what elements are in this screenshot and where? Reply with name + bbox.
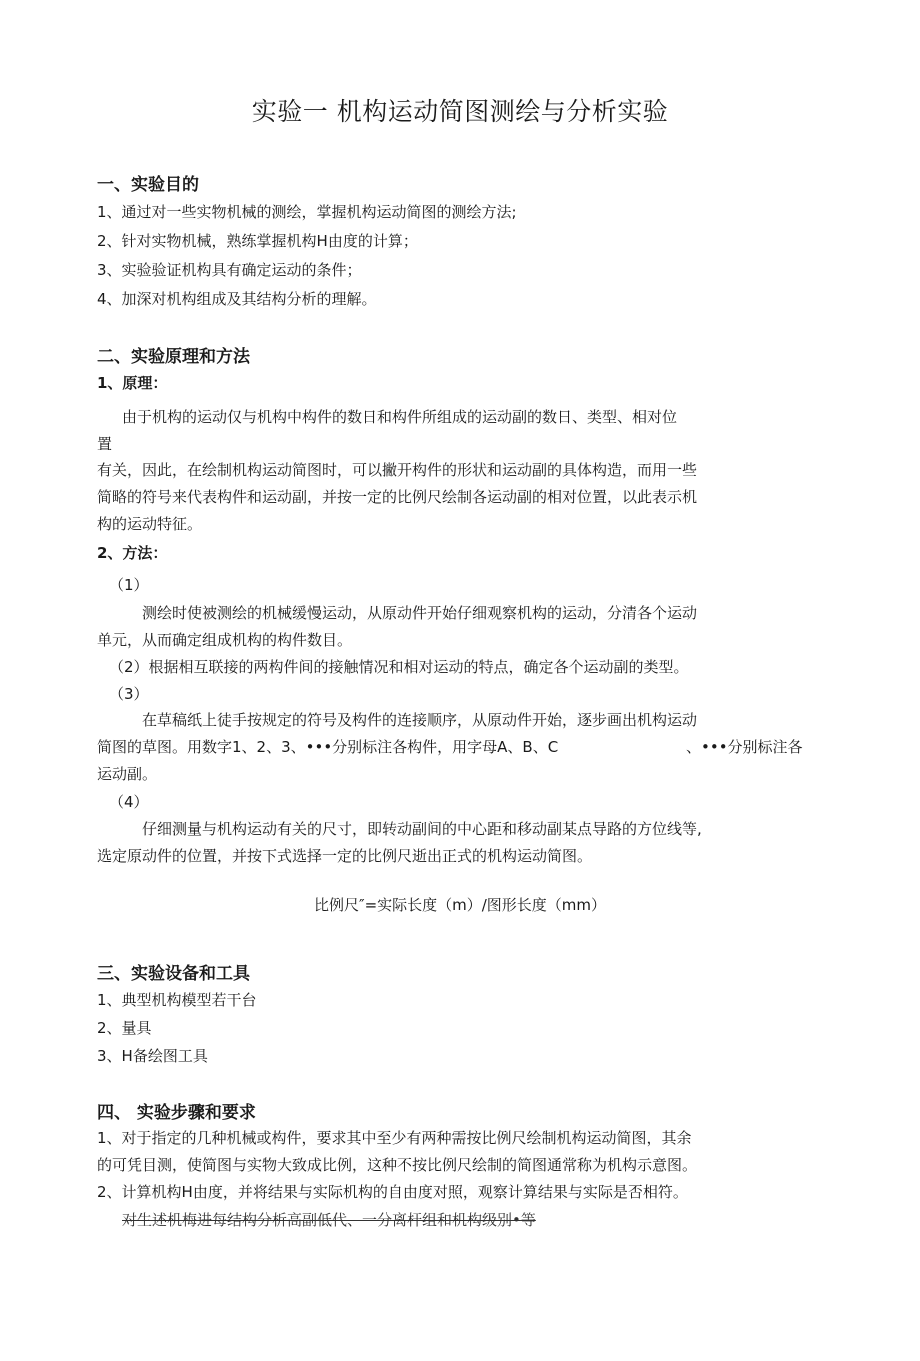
step-3-marker: （3） (109, 685, 149, 703)
section-heading-steps: 四、 实验步骤和要求 (97, 1103, 256, 1123)
steps-item-1-line-2: 的可凭目测，使简图与实物大致成比例，这种不按比例尺绘制的简图通常称为机构示意图。 (97, 1156, 698, 1174)
steps-item-1-line-1: 1、对于指定的几种机械或构件，要求其中至少有两种需按比例尺绘制机构运动简图，其余 (97, 1129, 692, 1147)
section-heading-principle: 二、实验原理和方法 (97, 347, 250, 367)
equipment-item-2: 2、量具 (97, 1019, 152, 1037)
step-2-line: （2）根据相互联接的两构件间的接触情况和相对运动的特点，确定各个运动副的类型。 (109, 658, 689, 676)
section-heading-purpose: 一、实验目的 (97, 175, 199, 195)
purpose-item-3: 3、实验验证机构具有确定运动的条件； (97, 261, 362, 279)
equipment-item-3: 3、H备绘图工具 (97, 1047, 208, 1065)
principle-line-1: 由于机构的运动仅与机构中构件的数日和构件所组成的运动副的数日、类型、相对位 (122, 408, 678, 426)
step-3-line-2a: 简图的草图。用数字1、2、3、•••分别标注各构件，用字母A、B、C (97, 738, 559, 756)
step-3-line-1: 在草稿纸上徒手按规定的符号及构件的连接顺序，从原动件开始，逐步画出机构运动 (142, 711, 698, 729)
equipment-item-1: 1、典型机构模型若干台 (97, 991, 257, 1009)
step-4-line-2: 选定原动件的位置，并按下式选择一定的比例尺逝出正式的机构运动简图。 (97, 847, 593, 865)
step-3-line-3: 运动副。 (97, 765, 158, 783)
document-title: 实验一 机构运动简图测绘与分析实验 (251, 97, 669, 126)
principle-label: 1、原理： (97, 374, 168, 392)
section-heading-equipment: 三、实验设备和工具 (97, 964, 250, 984)
principle-line-1b: 置 (97, 435, 113, 453)
step-1-line-2: 单元，从而确定组成机构的构件数目。 (97, 631, 353, 649)
steps-item-2-line: 2、计算机构H由度，并将结果与实际机构的自由度对照，观察计算结果与实际是否相符。 (97, 1183, 688, 1201)
principle-line-3: 简略的符号来代表构件和运动副，并按一定的比例尺绘制各运动副的相对位置，以此表示机 (97, 488, 698, 506)
principle-line-2: 有关，因此，在绘制机构运动简图时，可以撇开构件的形状和运动副的具体构造，而用一些 (97, 461, 698, 479)
step-1-marker: （1） (109, 576, 149, 594)
step-4-marker: （4） (109, 793, 149, 811)
purpose-item-2: 2、针对实物机械，熟练掌握机构H由度的计算； (97, 232, 418, 250)
step-3-line-2b: 、•••分别标注各 (686, 738, 803, 756)
scale-formula: 比例尺″=实际长度（m）/图形长度（mm） (313, 896, 607, 914)
struck-through-line: 对生述机梅进每结构分析高副低代、一分离杆组和机构级别•等 (122, 1211, 536, 1229)
step-4-line-1: 仔细测量与机构运动有关的尺寸，即转动副间的中心距和移动副某点导路的方位线等, (142, 820, 702, 838)
purpose-item-1: 1、通过对一些实物机械的测绘，掌握机构运动简图的测绘方法; (97, 203, 517, 221)
purpose-item-4: 4、加深对机构组成及其结构分析的理解。 (97, 290, 377, 308)
step-1-line-1: 测绘时使被测绘的机械缓慢运动，从原动件开始仔细观察机构的运动，分清各个运动 (142, 604, 698, 622)
principle-line-4: 构的运动特征。 (97, 515, 203, 533)
method-label: 2、方法： (97, 544, 168, 562)
